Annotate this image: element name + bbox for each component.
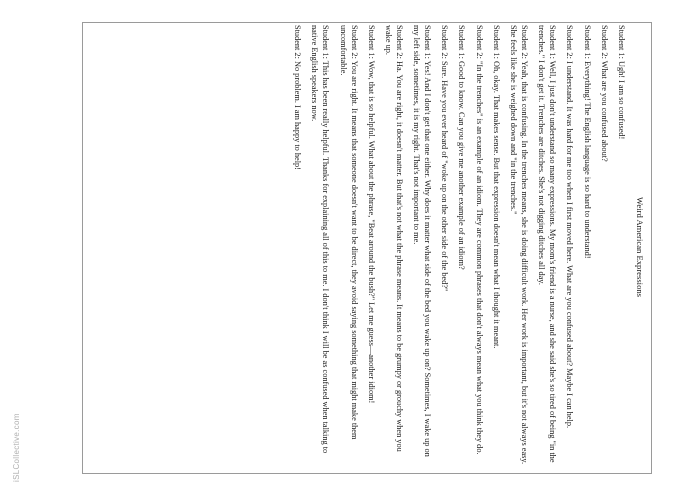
dialogue-line: Student 2: You are right. It means that someone doesn't want to be direct, they avoid saying something that might make them uncomfortable. [338, 25, 359, 440]
dialogue-line: Student 1: Well, I just don't understand so many expressions. My mom's friend is a nurse, and she said she's so tired of being "in the trenches." I don't get it. Trenches are ditches. She's not digging ditches all day. [537, 25, 558, 463]
dialogue-line: Student 2: Yeah, that is confusing. In the trenches means, she is doing difficult work. Her work is important, but it's not always easy. She feels like she is weighed down and "in the trenches." [509, 25, 530, 465]
dialogue-line: Student 1: This has been really helpful. Thanks for explaining all of this to me. I don't think I will be as confused when talking to native English speakers now. [310, 25, 331, 454]
dialogue-line: Student 2: Ha. You are right, it doesn't matter. But that's not what the phrase means. It means to be grumpy or grouchy when you wake up. [383, 25, 404, 452]
dialogue-line: Student 1: Oh, okay. That makes sense. But that expression doesn't mean what I thought it meant. [491, 25, 501, 349]
document-page [82, 22, 652, 474]
dialogue-line: Student 1: Yes! And I don't get that one either. Why does it matter what side of the bed you wake up on? Sometimes, I wake up on my left side, sometimes, it is my right. That's not important to me. [412, 25, 433, 457]
dialogue-line: Student 2: I understand. It was hard for me too when I first moved here. What are you confused about? Maybe I can help. [565, 25, 575, 429]
dialogue-line: Student 2: No problem. I am happy to help! [293, 25, 303, 170]
dialogue-line: Student 1: Ugh! I am so confused! [617, 25, 626, 140]
dialogue-line: Student 2: Sure. Have you ever heard of "woke up on the other side of the bed?" [440, 25, 450, 292]
dialogue-line: Student 1: Good to know. Can you give me another example of an idiom? [457, 25, 467, 270]
rotated-content [89, 25, 649, 469]
dialogue-line: Student 1: Everything! The English language is so hard to understand! [582, 25, 592, 259]
dialogue-line: Student 2: "In the trenches" is an example of an idiom. They are common phrases that don't always mean what you think they do. [474, 25, 484, 455]
dialogue-line: Student 2: What are you confused about? [599, 25, 609, 162]
dialogue-line: Student 1: Wow, that is so helpful. What about the phrase, "Beat around the bush?" Let me guess—another idiom! [366, 25, 376, 404]
watermark-text: iSLCollective.com [12, 413, 21, 482]
dialogue-lines [292, 25, 627, 469]
document-title: Weird American Expressions [635, 196, 645, 298]
